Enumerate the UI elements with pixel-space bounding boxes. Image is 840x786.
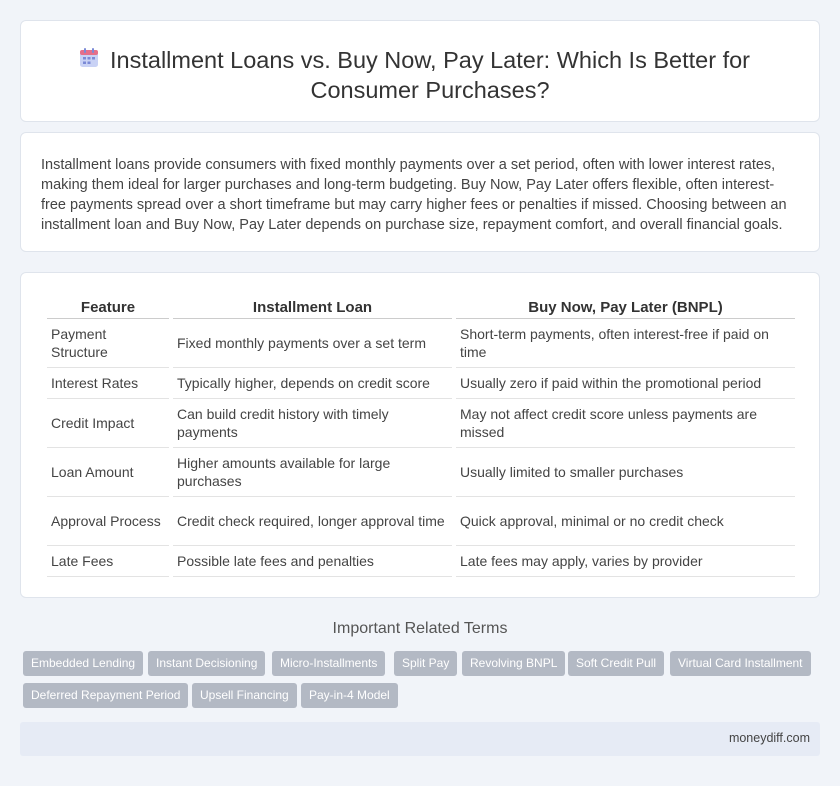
bnpl-cell: May not affect credit score unless payments are missed xyxy=(456,399,795,448)
comparison-table xyxy=(43,293,799,577)
feature-cell: Late Fees xyxy=(47,546,169,577)
tag-deferred-repayment-period[interactable]: Deferred Repayment Period xyxy=(23,683,188,708)
table-row xyxy=(47,319,795,368)
bnpl-cell: Short-term payments, often interest-free if paid on time xyxy=(456,319,795,368)
tag-pay-in-4-model[interactable]: Pay-in-4 Model xyxy=(301,683,398,708)
bnpl-cell: Usually zero if paid within the promotional period xyxy=(456,368,795,399)
footer xyxy=(20,722,820,756)
tag-instant-decisioning[interactable]: Instant Decisioning xyxy=(148,651,265,676)
related-terms-title: Important Related Terms xyxy=(332,620,508,637)
header-bnpl: Buy Now, Pay Later (BNPL) xyxy=(456,293,795,319)
tag-revolving-bnpl[interactable]: Revolving BNPL xyxy=(462,651,565,676)
installment-cell: Fixed monthly payments over a set term xyxy=(173,319,452,368)
page-title: Installment Loans vs. Buy Now, Pay Later: Which Is Better for Consumer Purchases? xyxy=(110,47,750,103)
bnpl-cell: Quick approval, minimal or no credit check xyxy=(456,497,795,546)
tag-upsell-financing[interactable]: Upsell Financing xyxy=(192,683,297,708)
table-row xyxy=(47,497,795,546)
table-row xyxy=(47,546,795,577)
footer-site[interactable]: moneydiff.com xyxy=(728,731,810,745)
tag-soft-credit-pull[interactable]: Soft Credit Pull xyxy=(568,651,664,676)
comparison-card xyxy=(20,272,820,598)
tag-split-pay[interactable]: Split Pay xyxy=(394,651,457,676)
intro-paragraph: Installment loans provide consumers with fixed monthly payments over a set period, often with lower interest rates, making them ideal for larger purchases and long-term budgeting. Buy Now, Pay Later offers flexible, often interest-free payments spread over a short timeframe but may carry higher fees or penalties if missed. Choosing between an installment loan and Buy Now, Pay Later depends on purchase size, repayment comfort, and overall financial goals. xyxy=(41,157,787,233)
feature-cell: Approval Process xyxy=(47,497,169,546)
table-row xyxy=(47,368,795,399)
table-row xyxy=(47,399,795,448)
installment-cell: Can build credit history with timely payments xyxy=(173,399,452,448)
tag-embedded-lending[interactable]: Embedded Lending xyxy=(23,651,143,676)
installment-cell: Typically higher, depends on credit score xyxy=(173,368,452,399)
installment-cell: Possible late fees and penalties xyxy=(173,546,452,577)
installment-cell: Higher amounts available for large purchases xyxy=(173,448,452,497)
installment-cell: Credit check required, longer approval time xyxy=(173,497,452,546)
feature-cell: Loan Amount xyxy=(47,448,169,497)
title-card xyxy=(20,20,820,122)
feature-cell: Interest Rates xyxy=(47,368,169,399)
tag-virtual-card-installment[interactable]: Virtual Card Installment xyxy=(670,651,811,676)
intro-card xyxy=(20,132,820,252)
feature-cell: Credit Impact xyxy=(47,399,169,448)
header-feature: Feature xyxy=(47,293,169,319)
table-row xyxy=(47,448,795,497)
bnpl-cell: Late fees may apply, varies by provider xyxy=(456,546,795,577)
table-header-row xyxy=(47,293,795,319)
tag-micro-installments[interactable]: Micro-Installments xyxy=(272,651,385,676)
header-installment-loan: Installment Loan xyxy=(173,293,452,319)
bnpl-cell: Usually limited to smaller purchases xyxy=(456,448,795,497)
feature-cell: Payment Structure xyxy=(47,319,169,368)
